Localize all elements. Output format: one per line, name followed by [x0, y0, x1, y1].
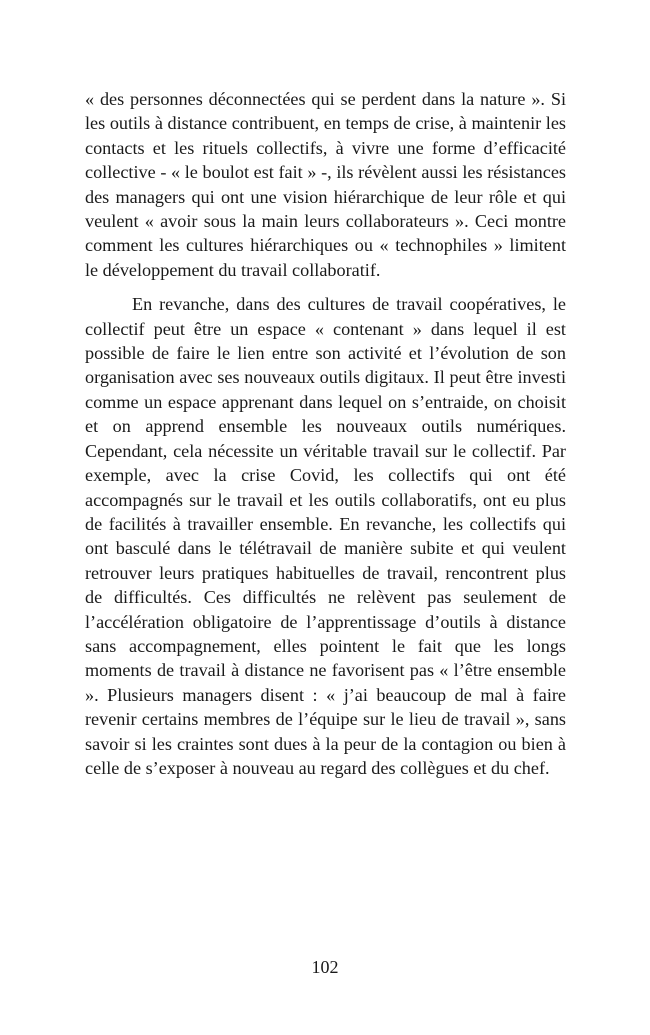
paragraph-1: « des personnes déconnectées qui se perdent dans la nature ». Si les outils à distance contribuent, en temps de crise, à maintenir les contacts et les rituels collectifs, à vivre une forme d’efficacité collective - « le boulot est fait » -, ils révèlent aussi les résistances des managers qui ont une vision hiérarchique de leur rôle et qui veulent « avoir sous la main leurs collaborateurs ». Ceci montre comment les cultures hiérarchiques ou « technophiles » limitent le développement du travail collaboratif. — [85, 89, 566, 280]
page-number: 102 — [311, 957, 339, 977]
body-text — [85, 87, 566, 780]
paragraph-2: En revanche, dans des cultures de travail coopératives, le collectif peut être un espace « contenant » dans lequel il est possible de faire le lien entre son activité et l’évolution de son organisation avec ses nouveaux outils digitaux. Il peut être investi comme un espace apprenant dans lequel on s’entraide, on choisit et on apprend ensemble les nouveaux outils numériques. Cependant, cela nécessite un véritable travail sur le collectif. Par exemple, avec la crise Covid, les collectifs qui ont été accompagnés sur le travail et les outils collaboratifs, ont eu plus de facilités à travailler ensemble. En revanche, les collectifs qui ont basculé dans le télétravail de manière subite et qui veulent retrouver leurs pratiques habituelles de travail, rencontrent plus de difficultés. Ces difficultés ne relèvent pas seulement de l’accélération obligatoire de l’apprentissage d’outils à distance sans accompagnement, elles pointent le fait que les longs moments de travail à distance ne favorisent pas « l’être ensemble ». Plusieurs managers disent : « j’ai beaucoup de mal à faire revenir certains membres de l’équipe sur le lieu de travail », sans savoir si les craintes sont dues à la peur de la contagion ou bien à celle de s’exposer à nouveau au regard des collègues et du chef. — [85, 294, 566, 778]
